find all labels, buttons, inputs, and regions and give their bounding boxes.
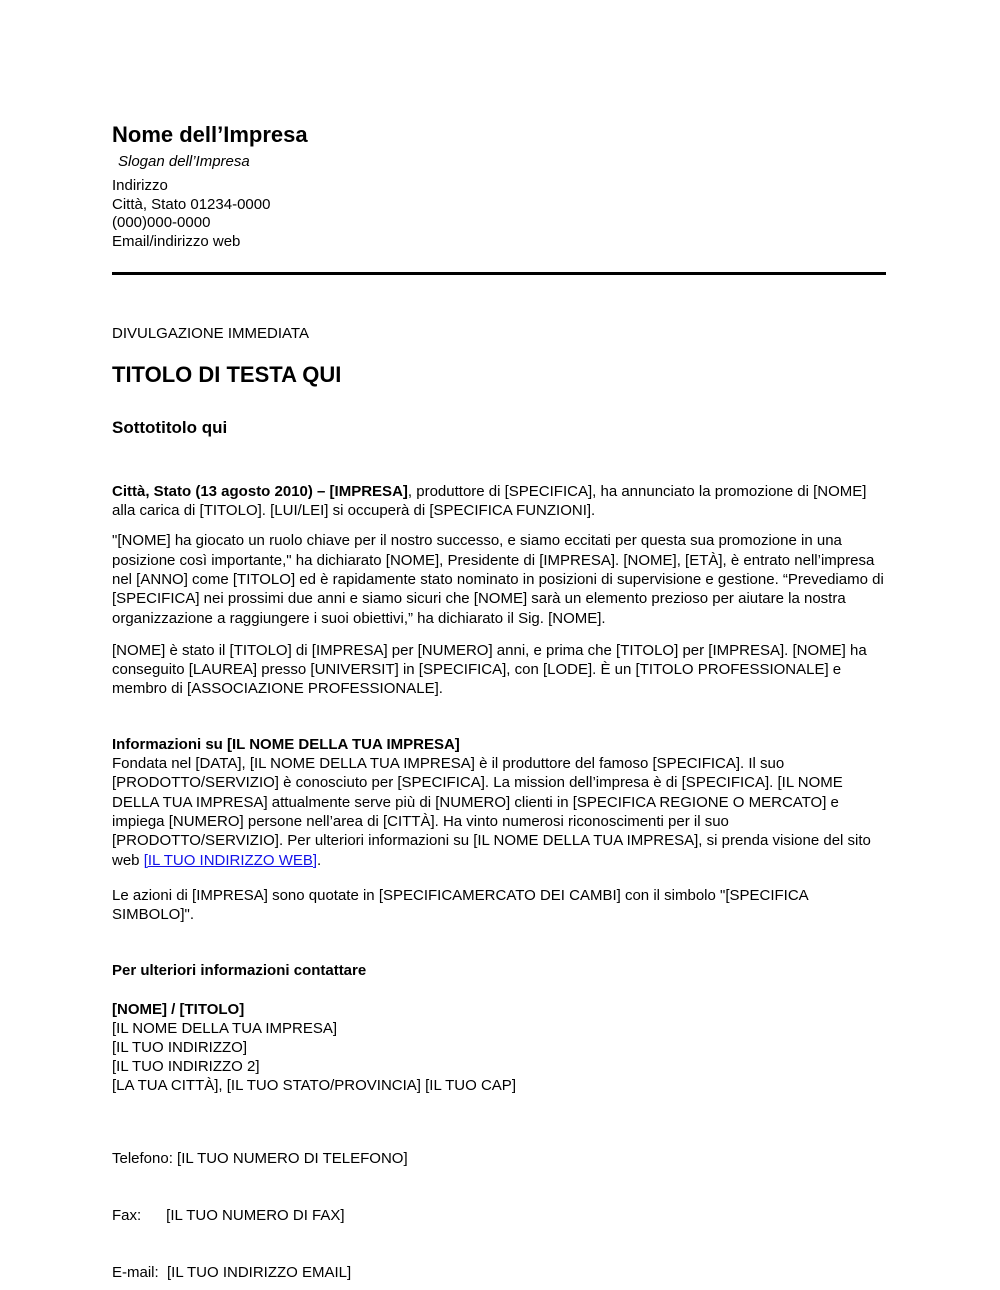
company-address-block — [112, 177, 886, 252]
website-link[interactable]: [IL TUO INDIRIZZO WEB] — [143, 851, 318, 869]
contact-address-line-2: [IL TUO INDIRIZZO 2] — [112, 1058, 260, 1076]
contact-name-title: [NOME] / [TITOLO] — [112, 1001, 245, 1019]
background-paragraph: [NOME] è stato il [TITOLO] di [IMPRESA] per [NUMERO] anni, e prima che [TITOLO] per [IMPRESA]. [NOME] ha conseguito [LAUREA] presso [UNIVERSIT] in [SPECIFICA], con [LODE]. È un [TITOLO PROFESSIONALE] e membro di [ASSOCIAZIONE PROFESSIONALE]. — [112, 641, 867, 698]
lead-paragraph-text: , produttore di [SPECIFICA], ha annunciato la promozione di [NOME] alla carica di [TITOLO]. [LUI/LEI] si occuperà di [SPECIFICA FUNZIONI]. — [112, 482, 867, 520]
subtitle: Sottotitolo qui — [112, 417, 228, 437]
release-notice: DIVULGAZIONE IMMEDIATA — [112, 324, 309, 342]
quote-paragraph: "[NOME] ha giocato un ruolo chiave per il nostro successo, e siamo eccitati per questa sua promozione in una posizione così importante," ha dichiarato [NOME], Presidente di [IMPRESA]. [NOME], [ETÀ], è entrato nell’impresa nel [ANNO] come [TITOLO] ed è rapidamente stato nominato in posizioni di supervisione e gestione. “Prevediamo di [SPECIFICA] nei prossimi due anni e siamo sicuri che [NOME] sarà un elemento prezioso per aiutare la nostra organizzazione a raggiungere i suoi obiettivi,” ha dichiarato il Sig. [NOME]. — [112, 532, 884, 627]
about-paragraph — [112, 754, 886, 870]
headline: TITOLO DI TESTA QUI — [112, 361, 342, 387]
header-divider — [112, 272, 886, 275]
contact-fax-line: Fax: [IL TUO NUMERO DI FAX] — [112, 1207, 345, 1225]
about-section — [112, 735, 886, 870]
address-line-phone: (000)000-0000 — [112, 214, 211, 232]
about-paragraph-period: . — [317, 851, 322, 869]
address-line-street: Indirizzo — [112, 177, 168, 194]
address-line-web: Email/indirizzo web — [112, 233, 241, 251]
company-name: Nome dell’Impresa — [112, 122, 308, 147]
address-line-city: Città, Stato 01234-0000 — [112, 195, 271, 213]
document-content — [112, 0, 886, 1290]
contact-telephone-line: Telefono: [IL TUO NUMERO DI TELEFONO] — [112, 1150, 408, 1168]
contact-company-line: [IL NOME DELLA TUA IMPRESA] — [112, 1020, 338, 1038]
lead-paragraph — [112, 482, 886, 521]
about-paragraph-text: Fondata nel [DATA], [IL NOME DELLA TUA IMPRESA] è il produttore del famoso [SPECIFICA]. Il suo [PRODOTTO/SERVIZIO] è conosciuto per [SPECIFICA]. La mission dell’impresa è di [SPECIFICA]. [IL NOME DELLA TUA IMPRESA] attualmente serve più di [NUMERO] clienti in [SPECIFICA REGIONE O MERCATO] e impiega [NUMERO] persone nell’area di [CITTÀ]. Ha vinto numerosi riconoscimenti per il suo [PRODOTTO/SERVIZIO]. Per ulteriori informazioni su [IL NOME DELLA TUA IMPRESA], si prenda visione del sito web — [112, 755, 871, 869]
about-heading: Informazioni su [IL NOME DELLA TUA IMPRESA] — [112, 735, 460, 753]
contact-address-block — [112, 1019, 886, 1095]
contact-address-line-1: [IL TUO INDIRIZZO] — [112, 1039, 248, 1057]
contact-heading: Per ulteriori informazioni contattare — [112, 962, 367, 980]
contact-city-line: [LA TUA CITTÀ], [IL TUO STATO/PROVINCIA] [IL TUO CAP] — [112, 1077, 516, 1095]
contact-email-line: E-mail: [IL TUO INDIRIZZO EMAIL] — [112, 1264, 352, 1282]
company-slogan: Slogan dell’Impresa — [118, 153, 250, 170]
stock-paragraph: Le azioni di [IMPRESA] sono quotate in [SPECIFICAMERCATO DEI CAMBI] con il simbolo "[SPECIFICA SIMBOLO]". — [112, 886, 808, 924]
dateline: Città, Stato (13 agosto 2010) – [IMPRESA] — [112, 482, 408, 500]
contact-phone-block — [112, 1111, 886, 1290]
